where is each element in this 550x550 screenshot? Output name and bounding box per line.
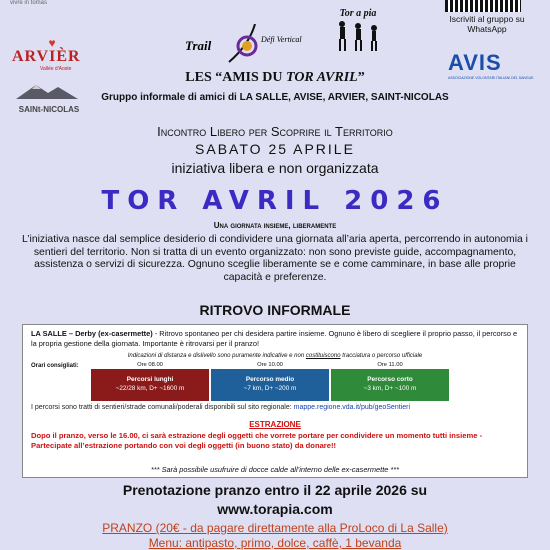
date-heading: SABATO 25 APRILE [195, 141, 355, 157]
ritrovo-paragraph [31, 329, 521, 349]
defi-vertical-text: Défi Vertical [261, 35, 302, 44]
ritrovo-place-text: - Ritrovo spontaneo per chi desidera partire insieme. Ognuno è libero di scegliere il proprio passo, il percorso e la propria gestione della giornata. Importante è ritrovarsi per il pranzo! [31, 329, 518, 348]
qr-code[interactable] [445, 0, 521, 12]
estrazione-title: ESTRAZIONE [249, 420, 301, 429]
tor-a-pia-text: Tor a pia [339, 8, 377, 19]
whatsapp-text: Iscriviti al gruppo su WhatsApp [449, 14, 525, 34]
amis-em: TOR AVRIL [286, 70, 358, 85]
amis-post: ” [357, 70, 365, 85]
trail-text: Trail [185, 38, 212, 53]
route-name: Percorsi lunghi [126, 376, 174, 383]
intro-paragraph: L’iniziativa nasce dal semplice desiderio di condividere una giornata all’aria aperta, percorrendo in autonomia i sentieri del territorio. Non si tratta di un evento organizzato: non sono previste guide, accompagnamento, assistenza o servizi di sicurezza. Ognuno sceglie liberamente se e come camminare, in base alle proprie capacità e preferenze. [22, 234, 528, 283]
ritrovo-place: LA SALLE – Derby (ex-casermette) [31, 329, 153, 338]
gruppo-subtitle: Gruppo informale di amici di LA SALLE, AVISE, ARVIER, SAINT-NICOLAS [101, 92, 449, 103]
ritrovo-title: RITROVO INFORMALE [199, 302, 351, 318]
top-small-text: vivre in tomas [10, 0, 48, 6]
route-detail: ~7 km, D+ ~200 m [243, 385, 297, 392]
route-detail: ~3 km, D+ ~100 m [363, 385, 417, 392]
route-time: Ore 11.00 [377, 362, 403, 368]
note-post: tracciatura o percorso ufficiale [340, 353, 423, 359]
amis-title [0, 70, 550, 86]
geosentieri-link[interactable]: mappe.regione.vda.it/pub/geoSentieri [293, 404, 410, 411]
iniziativa-heading: iniziativa libera e non organizzata [171, 160, 379, 176]
tor-a-pia-logo [330, 8, 386, 58]
route-medium [211, 362, 329, 401]
percorsi-line [31, 404, 410, 411]
route-short [331, 362, 449, 401]
disclaimer-note [23, 353, 527, 359]
docce-note: *** Sarà possibile usufruire di docce calde all’interno delle ex-casermette *** [150, 465, 400, 474]
orari-label: Orari consigliati: [31, 363, 79, 369]
note-underlined: costituiscono [305, 353, 341, 359]
percorsi-text: I percorsi sono tratti di sentieri/strade comunali/poderali disponibili sul sito regionale: [31, 404, 294, 411]
arvier-logo [12, 38, 92, 72]
route-detail: ~22/28 km, D+ ~1600 m [115, 385, 185, 392]
route-long [91, 362, 209, 401]
ritrovo-box [22, 324, 528, 478]
saint-nicolas-name: SAINt-NICOLAS [18, 105, 80, 114]
incontro-heading: Incontro Libero per Scoprire il Territorio [157, 124, 393, 139]
hikers-icon [330, 19, 386, 53]
heart-icon: ♥ [48, 36, 56, 50]
estrazione-text: Dopo il pranzo, verso le 16.00, ci sarà estrazione degli oggetti che vorrete portare per condividere un momento tutti insieme - Partecipate all’estrazione portando con voi degli oggetti (in buono stato) da donare!! [31, 431, 483, 450]
giornata-subtitle: Una giornata insieme, liberamente [213, 221, 337, 230]
route-time: Ore 08.00 [137, 362, 163, 368]
amis-pre: LES “AMIS DU [185, 70, 287, 85]
arvier-name: ARVIÈR [12, 48, 81, 65]
tor-avril-title: TOR AVRIL 2026 [101, 186, 449, 216]
pranzo-text: PRANZO (20€ - da pagare direttamente alla ProLoco di La Salle) [102, 521, 448, 535]
route-time: Ore 10.00 [257, 362, 283, 368]
route-name: Percorso corto [367, 376, 413, 383]
arvier-sub: Vallée d'Aoste [40, 66, 72, 72]
note-pre: Indicazioni di distanza e dislivello sono puramente indicative e non [127, 353, 306, 359]
avis-name: AVIS [448, 50, 502, 75]
website-link[interactable]: www.torapia.com [217, 501, 333, 517]
trail-logo [185, 24, 310, 66]
prenotazione-text: Prenotazione pranzo entro il 22 aprile 2026 su [122, 482, 428, 498]
menu-text: Menu: antipasto, primo, dolce, caffè, 1 bevanda [148, 536, 402, 550]
route-name: Percorso medio [245, 376, 295, 383]
avis-fine: ASSOCIAZIONE VOLONTARI ITALIANI DEL SANGUE [448, 76, 534, 80]
